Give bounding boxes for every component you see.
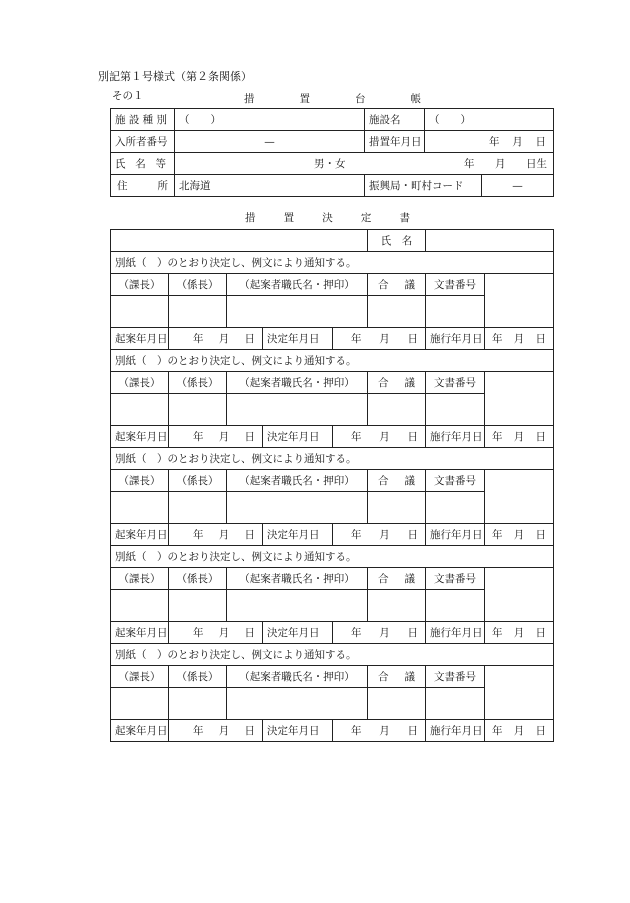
notice-text: 別紙（ ）のとおり決定し、例文により通知する。 <box>115 649 357 661</box>
draft-date-field[interactable]: 年 月 日 <box>169 622 263 644</box>
form-title: 別記第１号様式（第２条関係） <box>98 70 252 83</box>
kacho-label: （課長） <box>111 568 169 590</box>
drafter-stamp-field[interactable] <box>227 688 368 720</box>
notice-text: 別紙（ ）のとおり決定し、例文により通知する。 <box>115 257 357 269</box>
measure-date-field[interactable]: 年 月 日 <box>425 131 554 153</box>
register-title: 措 置 台 帳 <box>244 93 421 105</box>
facility-type-field[interactable]: （ ） <box>175 109 365 131</box>
draft-date-field[interactable]: 年 月 日 <box>169 720 263 742</box>
admission-no-label: 入所者番号 <box>111 131 175 153</box>
exec-date-field[interactable]: 年 月 日 <box>485 426 554 448</box>
doc-no-value-field[interactable] <box>426 492 485 524</box>
header-blank <box>111 230 368 252</box>
drafter-stamp-field[interactable] <box>227 296 368 328</box>
doc-no-field[interactable] <box>485 372 554 426</box>
doc-no-field[interactable] <box>485 274 554 328</box>
gougi-label: 合 議 <box>368 274 426 296</box>
notice-row <box>111 252 554 274</box>
notice-row <box>111 448 554 470</box>
doc-no-value-field[interactable] <box>426 688 485 720</box>
notice-text: 別紙（ ）のとおり決定し、例文により通知する。 <box>115 551 357 563</box>
facility-name-field[interactable]: （ ） <box>425 109 554 131</box>
gougi-label: 合 議 <box>368 568 426 590</box>
admission-no-field[interactable]: — <box>175 131 365 153</box>
exec-date-label: 施行年月日 <box>426 524 485 546</box>
exec-date-field[interactable]: 年 月 日 <box>485 720 554 742</box>
facility-type-label: 施 設 種 別 <box>111 109 175 131</box>
doc-no-label: 文書番号 <box>426 666 485 688</box>
decision-table <box>110 229 554 742</box>
decide-date-field[interactable]: 年 月 日 <box>333 622 426 644</box>
decide-date-field[interactable]: 年 月 日 <box>333 720 426 742</box>
draft-date-label: 起案年月日 <box>111 622 169 644</box>
decision-title: 措 置 決 定 書 <box>245 212 410 224</box>
kacho-stamp-field[interactable] <box>111 296 169 328</box>
notice-row <box>111 644 554 666</box>
kakaricho-label: （係長） <box>169 568 227 590</box>
draft-date-field[interactable]: 年 月 日 <box>169 426 263 448</box>
kakaricho-label: （係長） <box>169 274 227 296</box>
decide-date-field[interactable]: 年 月 日 <box>333 524 426 546</box>
kacho-stamp-field[interactable] <box>111 590 169 622</box>
draft-date-label: 起案年月日 <box>111 720 169 742</box>
gougi-field[interactable] <box>368 394 426 426</box>
notice-text: 別紙（ ）のとおり決定し、例文により通知する。 <box>115 453 357 465</box>
doc-no-label: 文書番号 <box>426 274 485 296</box>
decide-date-label: 決定年月日 <box>263 524 333 546</box>
address-label: 住 所 <box>111 175 175 197</box>
bureau-code-label: 振興局・町村コード <box>365 175 482 197</box>
exec-date-field[interactable]: 年 月 日 <box>485 328 554 350</box>
drafter-label: （起案者職氏名・押印） <box>227 470 368 492</box>
kakaricho-stamp-field[interactable] <box>169 688 227 720</box>
draft-date-field[interactable]: 年 月 日 <box>169 524 263 546</box>
exec-date-label: 施行年月日 <box>426 622 485 644</box>
drafter-stamp-field[interactable] <box>227 590 368 622</box>
decide-date-label: 決定年月日 <box>263 426 333 448</box>
decide-date-field[interactable]: 年 月 日 <box>333 328 426 350</box>
doc-no-field[interactable] <box>485 470 554 524</box>
draft-date-label: 起案年月日 <box>111 426 169 448</box>
gougi-field[interactable] <box>368 590 426 622</box>
doc-no-value-field[interactable] <box>426 590 485 622</box>
decide-date-field[interactable]: 年 月 日 <box>333 426 426 448</box>
section-number: その１ <box>112 90 144 102</box>
doc-no-label: 文書番号 <box>426 470 485 492</box>
doc-no-label: 文書番号 <box>426 568 485 590</box>
doc-no-field[interactable] <box>485 666 554 720</box>
measure-date-label: 措置年月日 <box>365 131 425 153</box>
kakaricho-stamp-field[interactable] <box>169 296 227 328</box>
doc-no-value-field[interactable] <box>426 296 485 328</box>
gougi-label: 合 議 <box>368 372 426 394</box>
kakaricho-stamp-field[interactable] <box>169 492 227 524</box>
sex-value: 男・女 <box>314 158 346 170</box>
exec-date-label: 施行年月日 <box>426 328 485 350</box>
notice-row <box>111 350 554 372</box>
kakaricho-label: （係長） <box>169 470 227 492</box>
drafter-label: （起案者職氏名・押印） <box>227 568 368 590</box>
kacho-stamp-field[interactable] <box>111 492 169 524</box>
gougi-field[interactable] <box>368 688 426 720</box>
name-label: 氏 名 等 <box>111 153 175 175</box>
exec-date-label: 施行年月日 <box>426 720 485 742</box>
doc-no-label: 文書番号 <box>426 372 485 394</box>
notice-text: 別紙（ ）のとおり決定し、例文により通知する。 <box>115 355 357 367</box>
kakaricho-stamp-field[interactable] <box>169 590 227 622</box>
bureau-code-field[interactable]: — <box>482 175 554 197</box>
decide-date-label: 決定年月日 <box>263 622 333 644</box>
notice-row <box>111 546 554 568</box>
drafter-label: （起案者職氏名・押印） <box>227 372 368 394</box>
drafter-stamp-field[interactable] <box>227 492 368 524</box>
facility-name-label: 施設名 <box>365 109 425 131</box>
name-label: 氏 名 <box>368 230 426 252</box>
decide-date-label: 決定年月日 <box>263 328 333 350</box>
doc-no-field[interactable] <box>485 568 554 622</box>
exec-date-label: 施行年月日 <box>426 426 485 448</box>
gougi-label: 合 議 <box>368 470 426 492</box>
gougi-field[interactable] <box>368 296 426 328</box>
gougi-field[interactable] <box>368 492 426 524</box>
kacho-label: （課長） <box>111 470 169 492</box>
gougi-label: 合 議 <box>368 666 426 688</box>
decide-date-label: 決定年月日 <box>263 720 333 742</box>
drafter-label: （起案者職氏名・押印） <box>227 666 368 688</box>
draft-date-label: 起案年月日 <box>111 328 169 350</box>
kacho-stamp-field[interactable] <box>111 688 169 720</box>
kakaricho-stamp-field[interactable] <box>169 394 227 426</box>
kakaricho-label: （係長） <box>169 372 227 394</box>
kacho-label: （課長） <box>111 372 169 394</box>
register-table <box>110 108 554 197</box>
draft-date-label: 起案年月日 <box>111 524 169 546</box>
kacho-stamp-field[interactable] <box>111 394 169 426</box>
exec-date-field[interactable]: 年 月 日 <box>485 524 554 546</box>
address-field[interactable]: 北海道 <box>175 175 365 197</box>
doc-no-value-field[interactable] <box>426 394 485 426</box>
exec-date-field[interactable]: 年 月 日 <box>485 622 554 644</box>
name-field[interactable] <box>426 230 554 252</box>
drafter-label: （起案者職氏名・押印） <box>227 274 368 296</box>
kacho-label: （課長） <box>111 274 169 296</box>
drafter-stamp-field[interactable] <box>227 394 368 426</box>
draft-date-field[interactable]: 年 月 日 <box>169 328 263 350</box>
kacho-label: （課長） <box>111 666 169 688</box>
name-sex-birth-field[interactable]: 男・女 年 月 日生 <box>175 153 554 175</box>
kakaricho-label: （係長） <box>169 666 227 688</box>
